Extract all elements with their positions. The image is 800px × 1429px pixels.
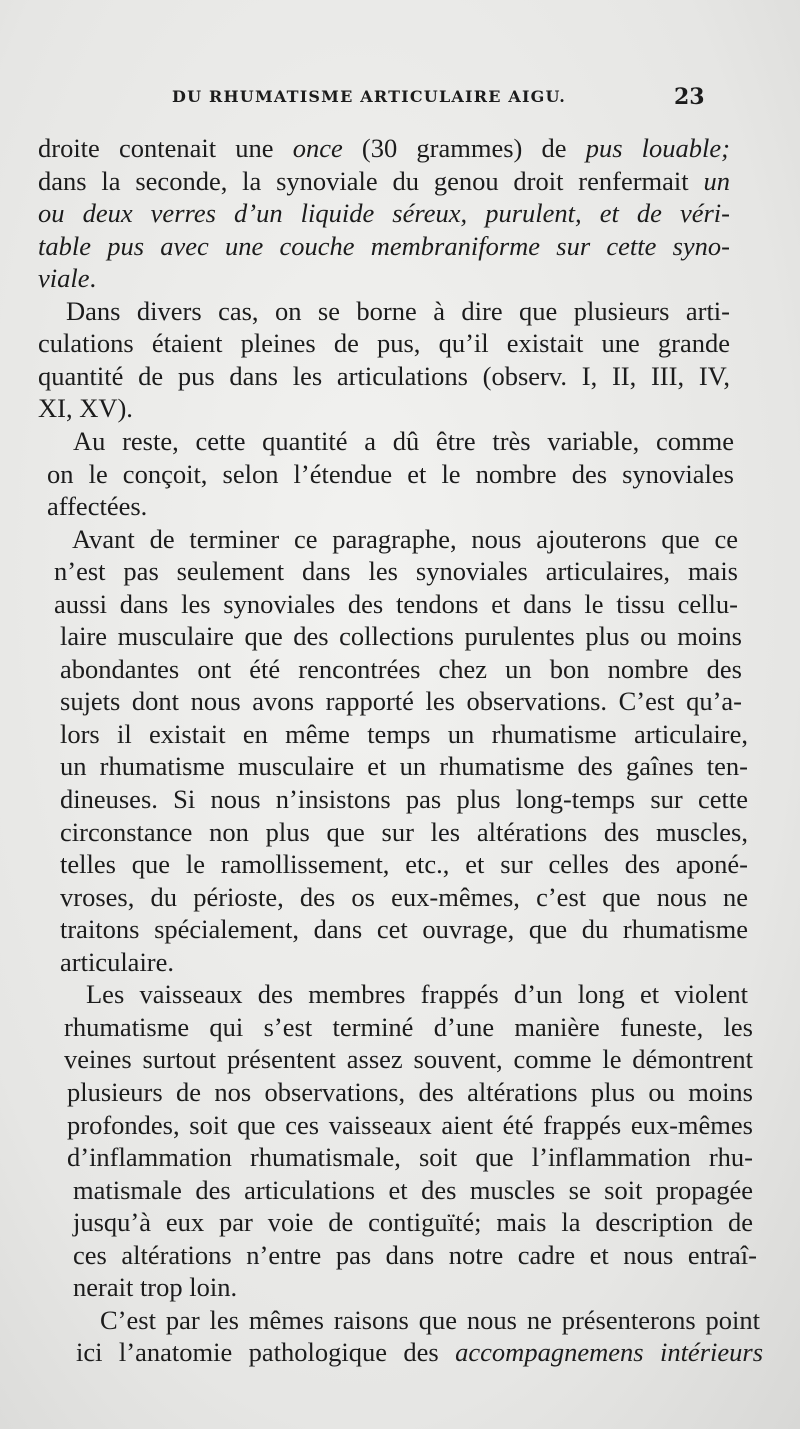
italic-text: once: [292, 133, 343, 163]
text-run: veines surtout présentent assez souvent, comme le démontrent: [64, 1044, 753, 1075]
text-line: [60, 913, 748, 945]
text-run: un rhumatisme musculaire et un rhumatisme des gaînes ten-: [60, 751, 748, 782]
text-run: dineuses. Si nous n’insistons pas plus long-temps sur cette: [60, 784, 748, 814]
text-run: dans la seconde, la synoviale du genou droit renfermait: [38, 165, 704, 196]
text-line: [67, 1076, 753, 1108]
text-line: [60, 653, 742, 685]
text-run: plusieurs de nos observations, des altérations plus ou moins: [67, 1076, 753, 1107]
text-line: [76, 1336, 763, 1368]
text-run: d’inflammation rhumatismale, soit que l’inflammation rhu-: [67, 1142, 753, 1173]
italic-text: un: [703, 165, 730, 196]
text-run: Au reste, cette quantité a dû être très variable, comme: [73, 425, 734, 456]
text-line: [60, 750, 748, 782]
text-line: [38, 262, 96, 294]
text-run: Les vaisseaux des membres frappés d’un long et violent: [86, 979, 748, 1010]
text-line: [60, 783, 748, 815]
text-run: circonstance non plus que sur les altérations des muscles,: [60, 816, 748, 847]
page-header: [0, 84, 800, 114]
text-line: [60, 620, 742, 652]
text-line: [67, 1109, 753, 1141]
text-line: [60, 848, 748, 880]
text-line: [47, 490, 147, 522]
running-title: DU RHUMATISME ARTICULAIRE AIGU.: [172, 87, 566, 106]
text-run: telles que le ramollissement, etc., et sur celles des aponé-: [60, 849, 748, 880]
italic-text: viale: [38, 263, 90, 294]
text-line: [67, 1141, 753, 1173]
text-run: XI, XV).: [38, 393, 133, 424]
text-run: sujets dont nous avons rapporté les observations. C’est qu’a-: [60, 686, 742, 717]
text-line: [64, 1011, 753, 1043]
text-line: [60, 946, 174, 978]
text-line: [54, 588, 738, 620]
text-line: [66, 295, 730, 327]
text-line: [54, 555, 738, 587]
text-line: [73, 425, 734, 457]
text-line: [38, 230, 730, 262]
text-line: [38, 132, 730, 164]
text-run: jusqu’à eux par voie de contiguïté; mais la description de: [73, 1207, 753, 1238]
text-run: .: [89, 263, 97, 294]
text-run: vroses, du périoste, des os eux-mêmes, c’est que nous ne: [60, 881, 748, 912]
text-line: [100, 1304, 760, 1336]
text-run: Dans divers cas, on se borne à dire que plusieurs arti-: [66, 295, 730, 326]
text-line: [73, 1239, 757, 1271]
text-run: (30 grammes) de: [342, 133, 586, 163]
text-run: profondes, soit que ces vaisseaux aient été frappés eux-mêmes: [67, 1109, 753, 1140]
text-line: [73, 1206, 753, 1238]
text-line: [72, 523, 738, 555]
text-line: [60, 685, 742, 717]
text-run: rhumatisme qui s’est terminé d’une manière funeste, les: [64, 1011, 753, 1042]
text-run: affectées.: [47, 491, 148, 522]
italic-text: table pus avec une couche membraniforme sur cette syno-: [38, 230, 730, 261]
text-line: [86, 978, 748, 1010]
text-line: [64, 1043, 753, 1075]
italic-text: ou deux verres d’un liquide séreux, purulent, et de véri-: [38, 198, 730, 229]
italic-text: pus louable;: [585, 133, 730, 163]
text-line: [60, 718, 748, 750]
text-run: aussi dans les synoviales des tendons et dans le tissu cellu-: [54, 588, 738, 619]
text-run: on le conçoit, selon l’étendue et le nombre des synoviales: [47, 458, 734, 489]
text-run: Avant de terminer ce paragraphe, nous ajouterons que ce: [72, 523, 738, 554]
italic-text: accompagnemens intérieurs: [455, 1337, 764, 1368]
text-line: [47, 458, 734, 490]
text-run: quantité de pus dans les articulations (observ. I, II, III, IV,: [38, 360, 730, 391]
text-run: matismale des articulations et des muscles se soit propagée: [73, 1174, 753, 1205]
text-line: [38, 392, 133, 424]
text-line: [73, 1271, 237, 1303]
text-run: nerait trop loin.: [73, 1272, 238, 1303]
text-run: culations étaient pleines de pus, qu’il existait une grande: [38, 328, 730, 359]
text-line: [60, 816, 748, 848]
text-line: [38, 327, 730, 359]
text-run: abondantes ont été rencontrées chez un bon nombre des: [60, 653, 742, 684]
text-line: [38, 165, 730, 197]
text-line: [73, 1174, 753, 1206]
text-line: [38, 360, 730, 392]
page-number: 23: [674, 84, 705, 110]
text-run: ces altérations n’entre pas dans notre cadre et nous entraî-: [73, 1239, 757, 1270]
text-line: [38, 197, 730, 229]
text-run: droite contenait une: [38, 133, 293, 163]
text-run: n’est pas seulement dans les synoviales articulaires, mais: [54, 556, 738, 587]
text-run: ici l’anatomie pathologique des: [76, 1337, 456, 1368]
text-run: traitons spécialement, dans cet ouvrage, que du rhumatisme: [60, 914, 748, 945]
text-run: laire musculaire que des collections purulentes plus ou moins: [60, 621, 742, 652]
text-run: lors il existait en même temps un rhumatisme articulaire,: [60, 718, 748, 749]
text-run: C’est par les mêmes raisons que nous ne présenterons point: [100, 1304, 760, 1335]
text-run: articulaire.: [60, 946, 175, 977]
text-line: [60, 881, 748, 913]
